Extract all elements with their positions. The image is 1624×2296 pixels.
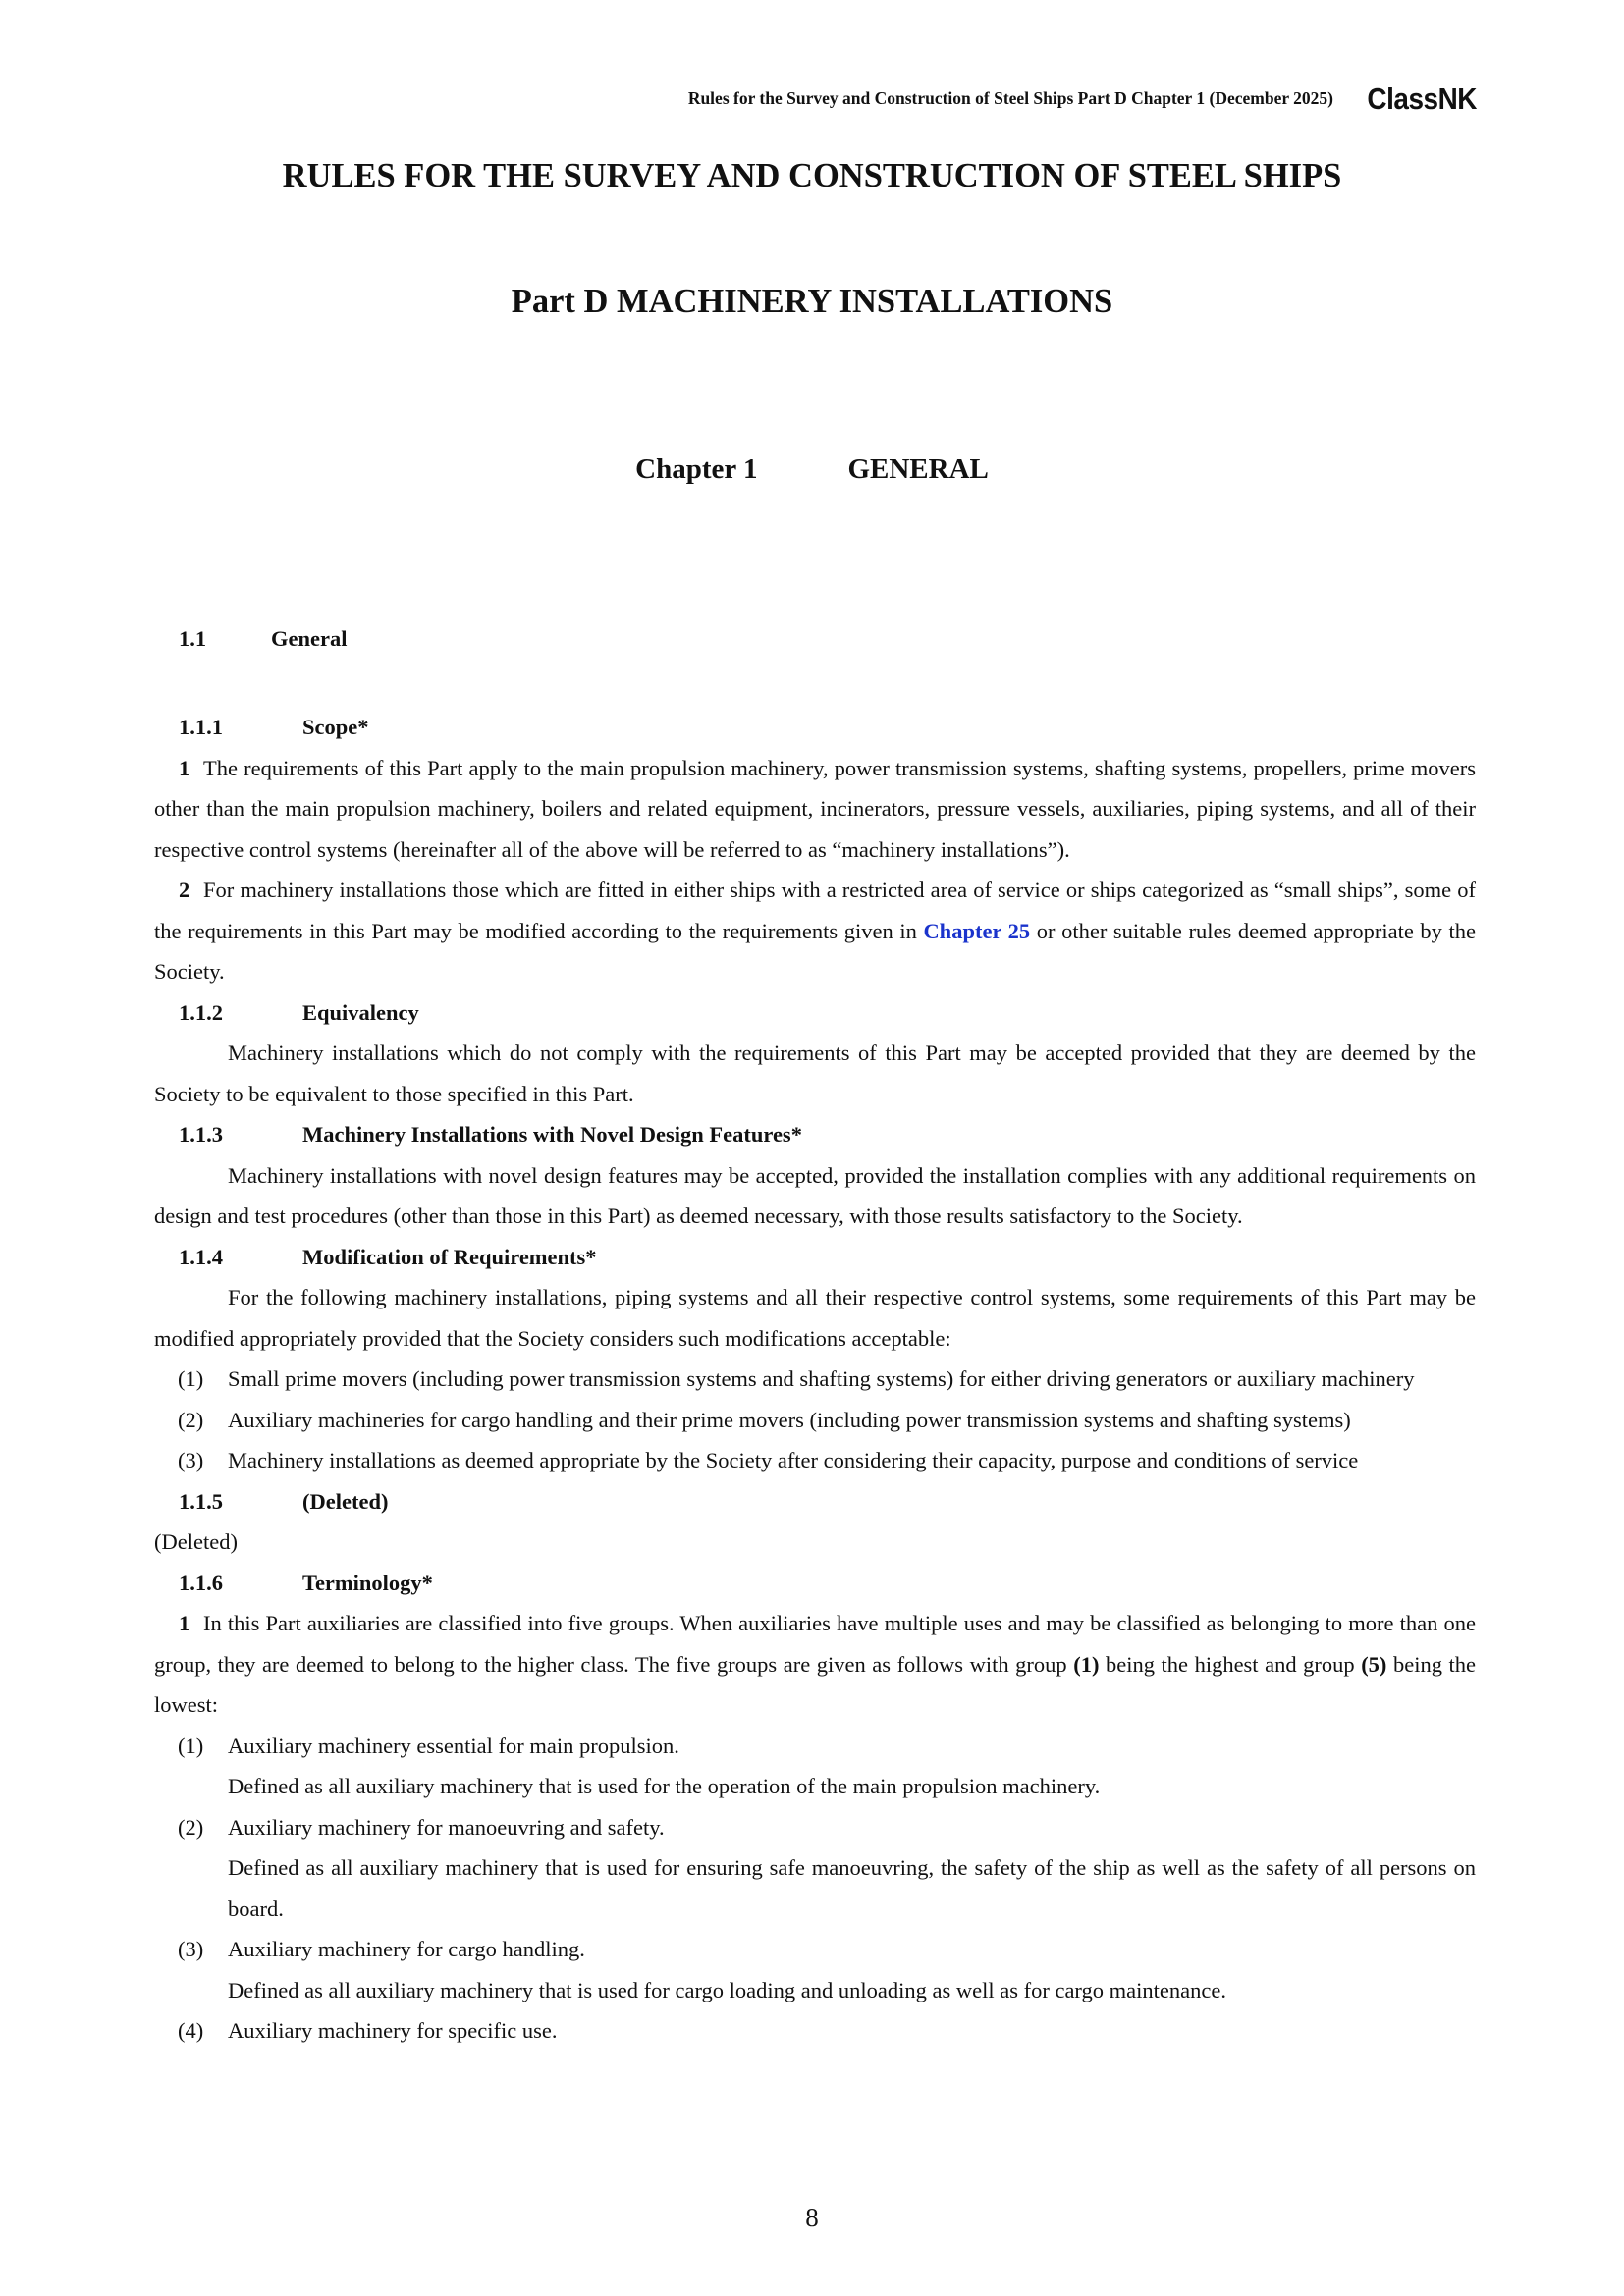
list-item: (2) Auxiliary machinery for manoeuvring and safety. [178,1814,665,1840]
list-item: (2) Auxiliary machineries for cargo handling and their prime movers (including power transmission systems and shafting systems) [178,1407,1351,1432]
list-item: (1) Small prime movers (including power transmission systems and shafting systems) for either driving generators or auxiliary machinery [178,1366,1415,1391]
subsection-heading: 1.1.5 (Deleted) [179,1488,389,1514]
paragraph: 2 For machinery installations those which are fitted in either ships with a restricted area of service or ships categorized as “small ships”, some of the requirements in this Part may be modified according to the requirements given in Chapter 25 or other suitable rules deemed appropriate by the Society. [154,870,1476,992]
chapter-name: GENERAL [847,454,989,485]
list-item-description: Defined as all auxiliary machinery that is used for ensuring safe manoeuvring, the safety of the ship as well as the safety of all persons on board. [228,1855,1476,1921]
chapter-number: Chapter 1 [635,454,758,485]
section-title: General [271,626,348,651]
paragraph: Machinery installations which do not comply with the requirements of this Part may be accepted provided that they are deemed by the Society to be equivalent to those specified in this Part. [154,1041,1476,1106]
section-body [154,707,1476,2052]
paragraph: (Deleted) [154,1529,238,1554]
list-item-description: Defined as all auxiliary machinery that is used for the operation of the main propulsion machinery. [228,1774,1101,1798]
paragraph-number: 2 [179,878,190,902]
paragraph: 1 The requirements of this Part apply to the main propulsion machinery, power transmission systems, shafting systems, propellers, prime movers other than the main propulsion machinery, boilers and related equipment, incinerators, pressure vessels, auxiliaries, piping systems, and all of their respective control systems (hereinafter all of the above will be referred to as “machinery installations”). [154,748,1476,871]
subsection-heading: 1.1.4 Modification of Requirements* [179,1244,597,1269]
list-item: (3) Machinery installations as deemed appropriate by the Society after considering their capacity, purpose and conditions of service [178,1448,1359,1472]
list-item: (1) Auxiliary machinery essential for main propulsion. [178,1733,679,1758]
subsection-heading: 1.1.1 Scope* [179,715,369,739]
classnk-logo: ClassNK [1367,80,1477,116]
paragraph: 1 In this Part auxiliaries are classified into five groups. When auxiliaries have multiple uses and may be classified as belonging to more than one group, they are deemed to belong to the higher class. The five groups are given as follows with group (1) being the highest and group (5) being the lowest: [154,1603,1476,1726]
page-number: 8 [805,2203,819,2232]
list-item-description: Defined as all auxiliary machinery that is used for cargo loading and unloading as well as for cargo maintenance. [228,1977,1226,2002]
chapter-25-link[interactable]: Chapter 25 [923,918,1031,943]
list-item: (3) Auxiliary machinery for cargo handling. [178,1937,585,1961]
paragraph: Machinery installations with novel design features may be accepted, provided the installation complies with any additional requirements on design and test procedures (other than those in this Part) as deemed necessary, with those results satisfactory to the Society. [154,1162,1476,1228]
running-title: Rules for the Survey and Construction of Steel Ships Part D Chapter 1 (December 2025) [687,87,1333,108]
subsection-heading: 1.1.6 Terminology* [179,1570,433,1595]
paragraph: For the following machinery installations, piping systems and all their respective control systems, some requirements of this Part may be modified appropriately provided that the Society considers such modifications acceptable: [154,1285,1476,1351]
running-header [688,79,1477,118]
subsection-heading: 1.1.3 Machinery Installations with Novel Design Features* [179,1122,802,1147]
section-number: 1.1 [179,626,207,651]
chapter-heading [0,454,1624,486]
section-heading [179,626,347,652]
subsection-heading: 1.1.2 Equivalency [179,999,419,1025]
list-item: (4) Auxiliary machinery for specific use. [178,2018,558,2043]
paragraph-number: 1 [179,1611,190,1635]
part-title: Part D MACHINERY INSTALLATIONS [511,283,1113,320]
document-title: RULES FOR THE SURVEY AND CONSTRUCTION OF STEEL SHIPS [282,157,1342,194]
paragraph-number: 1 [179,755,190,780]
